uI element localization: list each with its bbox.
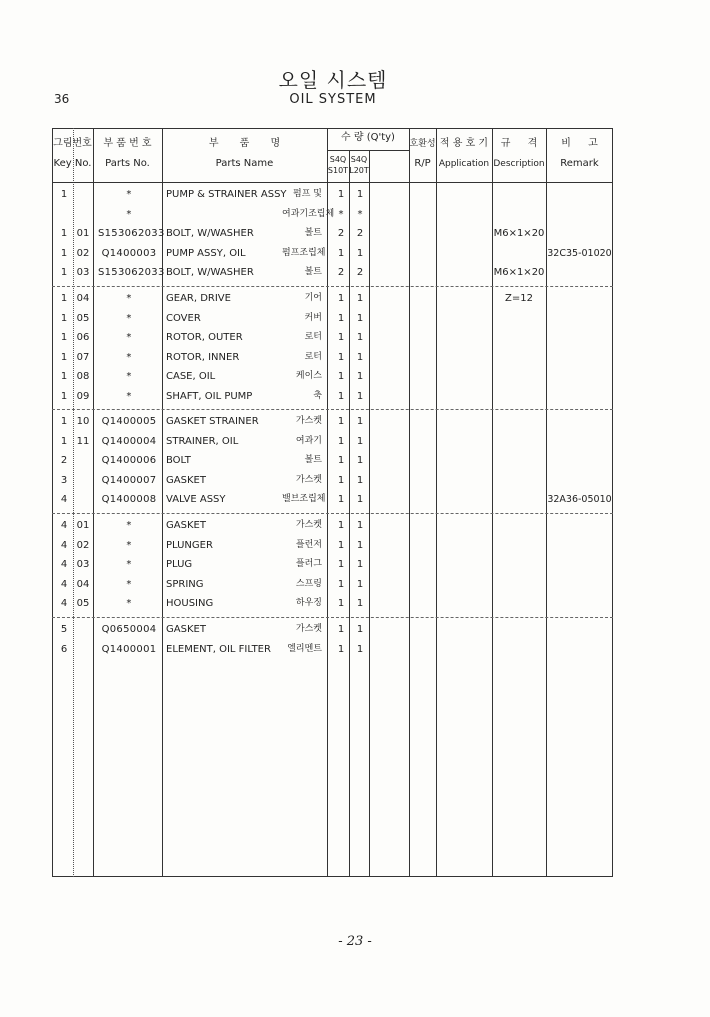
quantity-s10t: 1 [337,539,345,551]
key-number: 1 [60,293,68,304]
part-name-korean: 케이스 [295,371,322,381]
part-name: PUMP & STRAINER ASSY [166,189,287,200]
part-number: * [126,351,132,363]
quantity-l20t: 1 [356,189,364,200]
table-row [52,536,613,556]
qty-header-divider [327,150,409,151]
quantity-l20t: 2 [356,267,364,278]
quantity-l20t: 1 [356,390,364,402]
part-name: VALVE ASSY [166,494,226,505]
part-name-korean: 로터 [304,351,322,362]
header-qty-l20t: S4Q L20T [349,155,369,175]
quantity-l20t: * [357,208,363,220]
quantity-s10t: 1 [337,390,345,402]
key-subnumber: 05 [76,312,90,324]
header-qty: 수 량 (Q'ty) [341,132,395,143]
description: M6×1×20 [493,228,545,239]
quantity-l20t: 1 [356,247,364,259]
key-subnumber: 03 [76,559,90,570]
key-subnumber: 03 [76,267,90,278]
part-name: COVER [166,312,201,324]
part-name: BOLT, W/WASHER [166,228,254,239]
part-number: Q0650004 [101,624,157,635]
quantity-s10t: 1 [337,643,345,655]
header-rp-en: R/P [414,158,431,169]
key-number: 4 [60,539,68,551]
part-number: S153062033 [98,228,165,239]
header-description-kr: 규 격 [500,138,538,149]
part-name: SHAFT, OIL PUMP [166,390,253,402]
header-remark-en: Remark [560,158,599,169]
part-number: Q1400006 [101,455,157,466]
part-name: BOLT [166,455,191,466]
table-row [52,224,613,244]
header-bottom-rule [52,182,613,183]
table-row [52,263,613,283]
quantity-l20t: 1 [356,494,364,505]
quantity-l20t: 1 [356,598,364,609]
part-number: * [126,208,132,220]
part-name-korean: 가스켓 [295,624,322,634]
part-name: GASKET [166,474,206,486]
part-name: HOUSING [166,598,214,609]
quantity-s10t: 1 [337,435,345,447]
key-number: 1 [60,228,68,239]
quantity-s10t: 1 [337,598,345,609]
key-subnumber: 01 [76,520,90,531]
key-number: 2 [60,455,68,466]
header-description-en: Description [493,159,545,169]
part-name-korean: 펌프조립체 [282,247,326,258]
description: M6×1×20 [493,267,545,278]
quantity-s10t: 1 [337,189,345,200]
header-rp-kr: 호환성 [409,139,436,149]
quantity-l20t: 1 [356,293,364,304]
key-number: 1 [60,267,68,278]
part-name: PUMP ASSY, OIL [166,247,246,259]
key-subnumber: 04 [76,293,90,304]
part-name-korean: 플런저 [295,539,322,550]
part-name-korean: 플러그 [295,559,322,569]
table-row [52,348,613,368]
part-name-korean: 가스켓 [295,520,322,530]
table-row [52,640,613,660]
table-row [52,432,613,452]
key-subnumber: 08 [76,371,90,382]
header-remark-kr: 비 고 [561,138,598,149]
key-number: 5 [60,624,68,635]
part-number: Q1400003 [101,247,157,259]
header-key-kr: 그림번호 [53,138,92,149]
key-number: 1 [60,390,68,402]
part-name-korean: 하우징 [295,598,322,608]
table-row [52,516,613,536]
header-application-kr: 적 용 호 기 [439,138,489,149]
header-qty-s10t: S4Q S10T [327,155,349,175]
part-name: CASE, OIL [166,371,216,382]
key-number: 1 [60,189,68,200]
part-name-korean: 축 [313,390,322,401]
table-row [52,289,613,309]
part-name-korean: 커버 [304,312,322,323]
page-footer-number: - 23 - [338,934,372,949]
part-number: * [126,312,132,324]
quantity-l20t: 1 [356,624,364,635]
table-row [52,471,613,491]
key-number: 1 [60,351,68,363]
part-name-korean: 엘리멘트 [287,643,322,654]
part-name: STRAINER, OIL [166,435,239,447]
part-name: GASKET STRAINER [166,416,259,427]
quantity-s10t: 1 [337,247,345,259]
part-number: Q1400005 [101,416,157,427]
quantity-s10t: 1 [337,474,345,486]
key-subnumber: 01 [76,228,90,239]
key-number: 6 [60,643,68,655]
part-name: ELEMENT, OIL FILTER [166,643,271,655]
key-number: 4 [60,559,68,570]
description: Z=12 [505,293,533,304]
quantity-s10t: 1 [337,351,345,363]
header-partsname-en: Parts Name [215,158,274,169]
part-name-korean: 여과기조립체 [282,208,335,219]
key-number: 4 [60,520,68,531]
group-separator [52,409,613,410]
part-number: * [126,371,132,382]
table-row [52,620,613,640]
quantity-s10t: 1 [337,312,345,324]
part-name-korean: 밸브조립체 [282,494,326,504]
part-number: * [126,578,132,590]
quantity-s10t: 2 [337,267,345,278]
quantity-s10t: 1 [337,455,345,466]
key-number: 1 [60,247,68,259]
table-row [52,367,613,387]
part-number: Q1400007 [101,474,157,486]
part-number: * [126,293,132,304]
quantity-s10t: 1 [337,332,345,343]
part-name-korean: 스프링 [295,578,322,589]
quantity-s10t: 1 [337,624,345,635]
quantity-s10t: 1 [337,293,345,304]
table-row [52,575,613,595]
group-separator [52,617,613,618]
quantity-s10t: * [338,208,344,220]
key-subnumber: 02 [76,247,90,259]
quantity-s10t: 1 [337,520,345,531]
table-row [52,185,613,205]
page-title-korean: 오일 시스템 [278,68,388,92]
quantity-l20t: 1 [356,351,364,363]
key-number: 1 [60,371,68,382]
quantity-l20t: 1 [356,520,364,531]
part-name-korean: 로터 [304,332,322,342]
key-number: 1 [60,332,68,343]
part-name: GASKET [166,624,206,635]
key-number: 4 [60,578,68,590]
quantity-l20t: 1 [356,578,364,590]
table-row [52,555,613,575]
remark: 32A36-05010 [547,494,612,505]
quantity-l20t: 2 [356,228,364,239]
key-subnumber: 11 [76,435,90,447]
table-row [52,244,613,264]
quantity-s10t: 2 [337,228,345,239]
part-name: SPRING [166,578,204,590]
part-name-korean: 가스켓 [295,416,322,426]
key-number: 4 [60,598,68,609]
remark: 32C35-01020 [547,247,612,259]
quantity-l20t: 1 [356,435,364,447]
quantity-l20t: 1 [356,643,364,655]
key-subnumber: 06 [76,332,90,343]
table-row [52,451,613,471]
part-name-korean: 가스켓 [295,474,322,485]
header-partsno-en: Parts No. [105,158,150,169]
key-subnumber: 10 [76,416,90,427]
part-name-korean: 펌프 및 [293,189,322,199]
table-row [52,387,613,407]
table-row [52,490,613,510]
part-name-korean: 기어 [304,293,322,303]
part-name: ROTOR, INNER [166,351,240,363]
key-number: 4 [60,494,68,505]
table-row [52,594,613,614]
part-name-korean: 여과기 [295,435,322,446]
part-number: * [126,559,132,570]
part-name-korean: 볼트 [304,267,322,277]
quantity-l20t: 1 [356,474,364,486]
quantity-s10t: 1 [337,371,345,382]
quantity-s10t: 1 [337,578,345,590]
page-title-english: OIL SYSTEM [289,92,377,107]
part-name-korean: 볼트 [304,455,322,465]
quantity-l20t: 1 [356,559,364,570]
part-name-korean: 볼트 [304,228,322,238]
part-number: Q1400001 [101,643,157,655]
table-row [52,205,613,225]
key-subnumber: 07 [76,351,90,363]
part-number: * [126,520,132,531]
part-name: PLUNGER [166,539,213,551]
quantity-s10t: 1 [337,494,345,505]
part-name: PLUG [166,559,193,570]
group-separator [52,513,613,514]
page-number: 36 [54,92,70,106]
key-subnumber: 02 [76,539,90,551]
quantity-l20t: 1 [356,371,364,382]
part-number: * [126,539,132,551]
part-name: BOLT, W/WASHER [166,267,254,278]
header-partsno-kr: 부 품 번 호 [103,138,152,149]
key-number: 3 [60,474,68,486]
quantity-s10t: 1 [337,559,345,570]
part-number: * [126,598,132,609]
part-name: GEAR, DRIVE [166,293,231,304]
part-number: S153062033 [98,267,165,278]
key-number: 1 [60,435,68,447]
quantity-l20t: 1 [356,539,364,551]
group-separator [52,286,613,287]
table-row [52,412,613,432]
key-subnumber: 05 [76,598,90,609]
quantity-l20t: 1 [356,312,364,324]
part-number: Q1400004 [101,435,157,447]
quantity-l20t: 1 [356,416,364,427]
part-number: * [126,332,132,343]
quantity-l20t: 1 [356,332,364,343]
part-name: GASKET [166,520,206,531]
header-key-en: Key No. [53,158,92,169]
key-number: 1 [60,416,68,427]
header-partsname-kr: 부 품 명 [208,138,281,149]
table-row [52,328,613,348]
quantity-l20t: 1 [356,455,364,466]
table-row [52,309,613,329]
part-number: * [126,390,132,402]
part-number: Q1400008 [101,494,157,505]
key-subnumber: 04 [76,578,90,590]
key-subnumber: 09 [76,390,90,402]
key-number: 1 [60,312,68,324]
header-application-en: Application [438,159,490,169]
quantity-s10t: 1 [337,416,345,427]
part-number: * [126,189,132,200]
part-name: ROTOR, OUTER [166,332,243,343]
